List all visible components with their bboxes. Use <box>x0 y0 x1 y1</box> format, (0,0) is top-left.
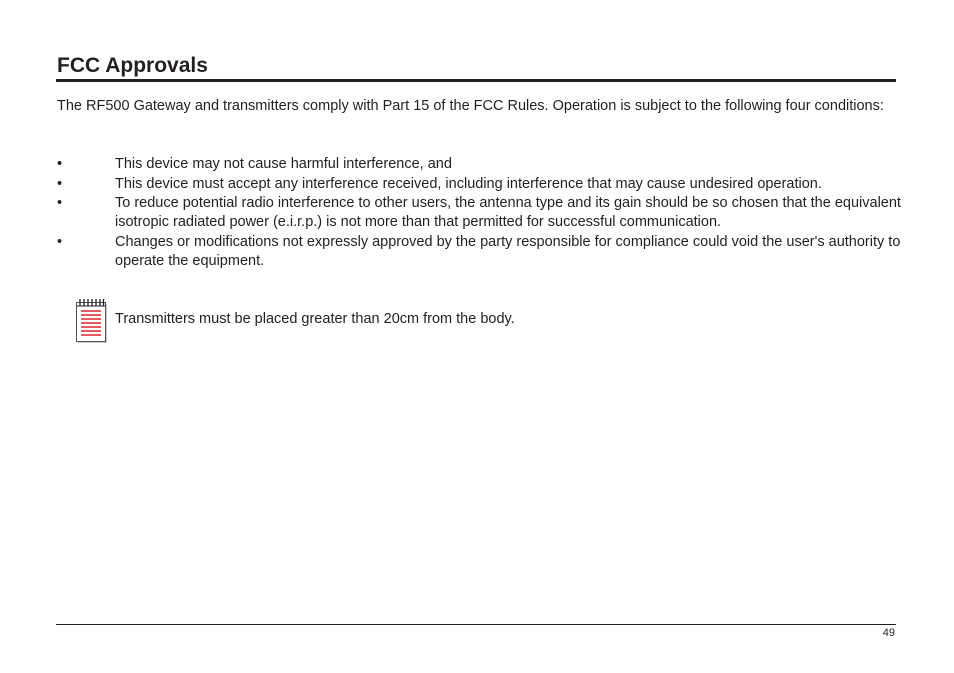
intro-paragraph: The RF500 Gateway and transmitters comply with Part 15 of the FCC Rules. Operation is subject to the following four conditions: <box>57 98 884 114</box>
bullet-marker: • <box>57 195 63 211</box>
page-number: 49 <box>882 627 895 639</box>
bullet-marker: • <box>57 156 63 172</box>
notepad-icon <box>76 298 108 344</box>
footer-divider <box>56 624 896 625</box>
list-item <box>57 194 902 232</box>
page-title: FCC Approvals <box>57 54 208 77</box>
note-text: Transmitters must be placed greater than 20cm from the body. <box>115 311 515 327</box>
list-item-text: This device must accept any interference received, including interference that may cause undesired operation. <box>115 175 822 192</box>
list-item <box>57 175 902 194</box>
list-item <box>57 155 902 174</box>
conditions-list <box>57 155 902 271</box>
list-item-text: To reduce potential radio interference to other users, the antenna type and its gain should be so chosen that the equivalent isotropic radiated power (e.i.r.p.) is not more than that permitted for successful communication. <box>115 195 901 230</box>
list-item <box>57 233 902 271</box>
bullet-marker: • <box>57 175 63 192</box>
note-box <box>76 298 896 344</box>
title-divider <box>56 79 896 82</box>
list-item-text: This device may not cause harmful interference, and <box>115 156 452 172</box>
bullet-marker: • <box>57 233 63 250</box>
list-item-text: Changes or modifications not expressly approved by the party responsible for compliance could void the user's authority to operate the equipment. <box>115 233 901 269</box>
